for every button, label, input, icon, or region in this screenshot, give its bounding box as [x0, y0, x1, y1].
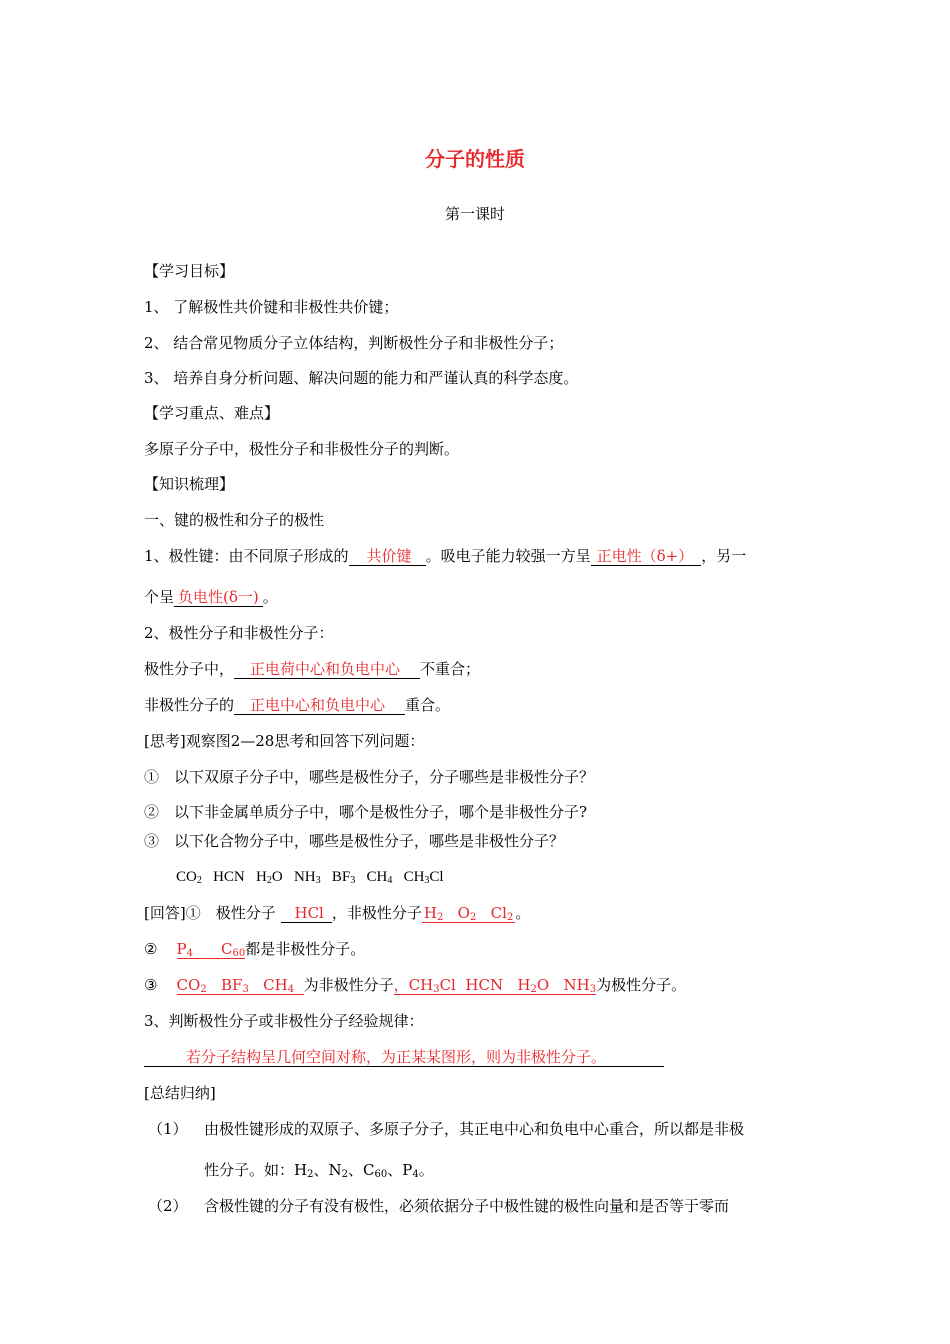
blank-diatomic-nonpolar: $H_2$ $O_2$ $Cl_2$	[423, 904, 514, 923]
polar-molecule-line	[144, 659, 480, 679]
nonpolar-molecule-line	[144, 695, 450, 715]
summary-2-line-1: 含极性键的分子有没有极性，必须依据分子中极性键的极性向量和是否等于零而	[204, 1197, 730, 1215]
text: 。	[262, 588, 278, 606]
goal-1: 1、 了解极性共价键和非极性共价键；	[144, 298, 399, 316]
summary-2-num: （2）	[148, 1197, 188, 1215]
text: 为非极性分子	[303, 976, 394, 994]
text: 都是非极性分子。	[245, 940, 366, 958]
blank-elements: $P_4$ $C_{60}$	[176, 940, 246, 959]
section-review-heading: 【知识梳理】	[144, 475, 235, 493]
part-1-title: 一、键的极性和分子的极性	[144, 511, 325, 529]
text: 。	[515, 904, 531, 922]
think-prompt: [思考]观察图2—28思考和回答下列问题：	[144, 732, 425, 750]
text: 为极性分子。	[596, 976, 687, 994]
answer-2	[144, 939, 365, 959]
text: 重合。	[405, 696, 451, 714]
formula-bf3: $BF_3$	[331, 869, 356, 886]
blank-polar	[234, 661, 420, 679]
goal-2: 2、 结合常见物质分子立体结构，判断极性分子和非极性分子；	[144, 334, 564, 352]
blank-polar-compounds: ，$CH_3Cl$ HCN $H_2O$ $NH_3$	[393, 976, 597, 995]
summary-1-num: （1）	[148, 1120, 188, 1138]
part-3-title: 3、判断极性分子或非极性分子经验规律：	[144, 1012, 424, 1030]
formula-ch4: $CH_4$	[366, 869, 393, 886]
text: ，另一	[701, 547, 747, 565]
formula-co2: $CO_2$	[176, 869, 202, 886]
formula-ch3cl: $CH_3Cl$	[403, 869, 444, 886]
answer-1	[144, 903, 530, 923]
answer-3	[144, 975, 686, 995]
question-1: ① 以下双原子分子中，哪些是极性分子，分子哪些是非极性分子？	[144, 768, 595, 786]
answer-text: 正电中心和负电中心	[250, 696, 386, 714]
key-text: 多原子分子中，极性分子和非极性分子的判断。	[144, 440, 460, 458]
text: ②	[144, 940, 158, 958]
text: ③	[144, 976, 158, 994]
text: 个呈	[144, 588, 175, 606]
blank-positive	[591, 548, 702, 566]
text: ，非极性分子	[331, 904, 422, 922]
part-2-title: 2、极性分子和非极性分子：	[144, 624, 334, 642]
text: 极性分子中，	[144, 660, 235, 678]
rule-answer-line	[144, 1047, 664, 1067]
formula-h2o: $H_2O$	[256, 869, 283, 886]
summary-1-line-2: 性分子。如：$H_2$、$N_2$、$C_{60}$、$P_4$。	[204, 1161, 434, 1180]
answer-text: 正电性（δ+）	[596, 547, 694, 565]
polar-bond-line-2	[144, 587, 278, 607]
polar-bond-line	[144, 546, 746, 566]
summary-title: [总结归纳]	[144, 1084, 216, 1102]
blank-negative	[174, 589, 263, 607]
answer-text: 负电性(δ一)	[178, 588, 259, 606]
question-2: ② 以下非金属单质分子中，哪个是极性分子，哪个是非极性分子?	[144, 803, 588, 821]
blank-nonpolar-compounds: $CO_2$ $BF_3$ $CH_4$	[177, 977, 304, 995]
goal-3: 3、 培养自身分析问题、解决问题的能力和严谨认真的科学态度。	[144, 369, 579, 387]
section-goals-heading: 【学习目标】	[144, 262, 235, 280]
question-3: ③ 以下化合物分子中，哪些是极性分子，哪些是非极性分子？	[144, 832, 565, 850]
summary-1-line-1: 由极性键形成的双原子、多原子分子，其正电中心和负电中心重合，所以都是非极	[204, 1120, 745, 1138]
formula-nh3: $NH_3$	[293, 869, 321, 886]
text: 1、极性键：由不同原子形成的	[144, 547, 349, 565]
lesson-subtitle: 第一课时	[444, 205, 505, 223]
blank-rule: 若分子结构呈几何空间对称，为正某某图形，则为非极性分子。	[144, 1049, 664, 1067]
text: [回答]① 极性分子	[144, 904, 276, 922]
section-key-heading: 【学习重点、难点】	[144, 404, 280, 422]
blank-nonpolar	[234, 697, 405, 715]
formula-list	[176, 867, 444, 887]
text: 非极性分子的	[144, 696, 235, 714]
blank-covalent-bond	[349, 548, 426, 566]
text: 不重合；	[420, 660, 481, 678]
page-title: 分子的性质	[425, 147, 525, 171]
blank-hcl: HCl	[281, 905, 332, 923]
answer-text: 共价键	[366, 547, 412, 565]
formula-hcn: HCN	[213, 869, 245, 885]
text: 。吸电子能力较强一方呈	[425, 547, 591, 565]
answer-text: 正电荷中心和负电中心	[250, 660, 401, 678]
